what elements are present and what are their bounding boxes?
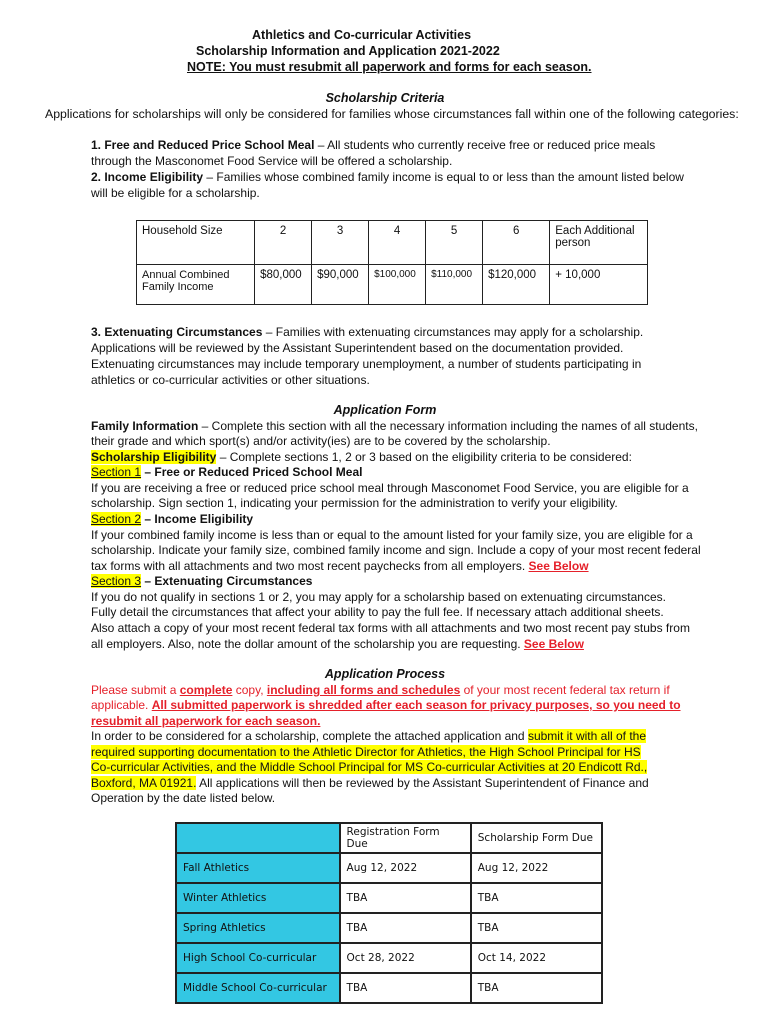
season-name: Fall Athletics <box>176 853 340 883</box>
household-size-cell: 2 <box>255 221 312 265</box>
criteria-item-2-cont: will be eligible for a scholarship. <box>91 186 260 200</box>
extenuating-text: athletics or co-curricular activities or other situations. <box>91 373 370 387</box>
section-2-text: If your combined family income is less than or equal to the amount listed for your family size, you are eligible for a <box>91 528 693 542</box>
criteria-item-1-cont: through the Masconomet Food Service will be offered a scholarship. <box>91 154 453 168</box>
household-size-cell: 4 <box>369 221 426 265</box>
family-income-row <box>137 265 648 305</box>
family-information-cont: their grade and which sport(s) and/or activity(ies) are to be covered by the scholarship. <box>91 434 551 448</box>
table-row <box>176 973 602 1003</box>
household-size-cell: 6 <box>483 221 550 265</box>
criteria-intro: Applications for scholarships will only be considered for families whose circumstances fall within one of the following categories: <box>45 107 739 121</box>
extenuating-text: Applications will be reviewed by the Assistant Superintendent based on the documentation provided. <box>91 341 624 355</box>
process-red-line-1: Please submit a complete copy, including all forms and schedules of your most recent federal tax return if <box>91 683 670 697</box>
family-information: Family Information – Complete this section with all the necessary information including the names of all students, <box>91 419 698 433</box>
scholarship-due: Aug 12, 2022 <box>471 853 602 883</box>
season-name: Spring Athletics <box>176 913 340 943</box>
scholarship-due: Oct 14, 2022 <box>471 943 602 973</box>
process-text: required supporting documentation to the Athletic Director for Athletics, the High School Principal for HS <box>91 745 641 759</box>
doc-title-line1: Athletics and Co-curricular Activities <box>252 28 472 42</box>
income-cell: + 10,000 <box>550 265 648 305</box>
see-below-link: See Below <box>528 559 589 573</box>
header-cell <box>176 823 340 853</box>
process-text: Co-curricular Activities, and the Middle School Principal for MS Co-curricular Activities at 20 Endicott Rd., <box>91 760 648 774</box>
process-text: Operation by the date listed below. <box>91 791 276 805</box>
criteria-item-1: 1. Free and Reduced Price School Meal – All students who currently receive free or reduced price meals <box>91 138 656 152</box>
application-form-heading: Application Form <box>333 403 437 417</box>
doc-title-line2: Scholarship Information and Application 2021-2022 <box>196 44 500 58</box>
household-size-cell: 3 <box>312 221 369 265</box>
section-3-text: Also attach a copy of your most recent federal tax forms with all attachments and two most recent pay stubs from <box>91 621 690 635</box>
table-row <box>176 913 602 943</box>
season-name: Middle School Co-curricular <box>176 973 340 1003</box>
extenuating-text: Extenuating circumstances may include temporary unemployment, a number of students participating in <box>91 357 642 371</box>
process-red-line-2: applicable. All submitted paperwork is shredded after each season for privacy purposes, so you need to <box>91 698 681 712</box>
section-1-text: scholarship. Sign section 1, indicating your permission for the administration to verify your eligibility. <box>91 496 618 510</box>
registration-due: TBA <box>340 913 471 943</box>
section-1-heading: Section 1 – Free or Reduced Priced School Meal <box>91 465 363 479</box>
scholarship-due: TBA <box>471 913 602 943</box>
criteria-heading: Scholarship Criteria <box>325 91 445 105</box>
table-row <box>176 853 602 883</box>
section-3-text: If you do not qualify in sections 1 or 2, you may apply for a scholarship based on extenuating circumstances. <box>91 590 666 604</box>
section-2-heading: Section 2 – Income Eligibility <box>91 512 254 526</box>
income-cell: $80,000 <box>255 265 312 305</box>
criteria-item-3: 3. Extenuating Circumstances – Families with extenuating circumstances may apply for a scholarship. <box>91 325 644 339</box>
income-cell: $120,000 <box>483 265 550 305</box>
header-cell: Registration Form Due <box>340 823 471 853</box>
table-row <box>176 943 602 973</box>
registration-due: TBA <box>340 883 471 913</box>
season-table-header <box>176 823 602 853</box>
header-cell: Scholarship Form Due <box>471 823 602 853</box>
application-process-heading: Application Process <box>324 667 446 681</box>
household-size-cell: 5 <box>426 221 483 265</box>
family-income-label: Annual Combined Family Income <box>137 265 255 305</box>
section-3-text: all employers. Also, note the dollar amount of the scholarship you are requesting. See Below <box>91 637 584 651</box>
criteria-item-2: 2. Income Eligibility – Families whose combined family income is equal to or less than the amount listed below <box>91 170 684 184</box>
income-cell: $110,000 <box>426 265 483 305</box>
income-cell: $90,000 <box>312 265 369 305</box>
season-deadline-table <box>175 822 603 1004</box>
scholarship-eligibility: Scholarship Eligibility – Complete sections 1, 2 or 3 based on the eligibility criteria to be considered: <box>91 450 632 464</box>
section-2-text: scholarship. Indicate your family size, combined family income and sign. Include a copy of your most recent federal <box>91 543 701 557</box>
registration-due: Oct 28, 2022 <box>340 943 471 973</box>
household-size-label: Household Size <box>137 221 255 265</box>
see-below-link: See Below <box>523 637 584 651</box>
income-eligibility-table <box>136 220 648 305</box>
household-size-row <box>137 221 648 265</box>
season-name: High School Co-curricular <box>176 943 340 973</box>
income-cell: $100,000 <box>369 265 426 305</box>
household-size-cell: Each Additional person <box>550 221 648 265</box>
section-1-text: If you are receiving a free or reduced price school meal through Masconomet Food Service, you are eligible for a <box>91 481 689 495</box>
process-text: In order to be considered for a scholarship, complete the attached application and submit it with all of the <box>91 729 647 743</box>
registration-due: Aug 12, 2022 <box>340 853 471 883</box>
scholarship-due: TBA <box>471 973 602 1003</box>
scholarship-due: TBA <box>471 883 602 913</box>
table-row <box>176 883 602 913</box>
section-2-text: tax forms with all attachments and two most recent paychecks from all employers. See Below <box>91 559 589 573</box>
process-red-line-3: resubmit all paperwork for each season. <box>91 714 321 728</box>
section-3-text: Fully detail the circumstances that affect your ability to pay the full fee. If necessary attach additional sheets. <box>91 605 664 619</box>
registration-due: TBA <box>340 973 471 1003</box>
season-name: Winter Athletics <box>176 883 340 913</box>
process-text: Boxford, MA 01921. All applications will then be reviewed by the Assistant Superintendent of Finance and <box>91 776 649 790</box>
resubmit-note: NOTE: You must resubmit all paperwork and forms for each season. <box>187 60 592 74</box>
section-3-heading: Section 3 – Extenuating Circumstances <box>91 574 313 588</box>
